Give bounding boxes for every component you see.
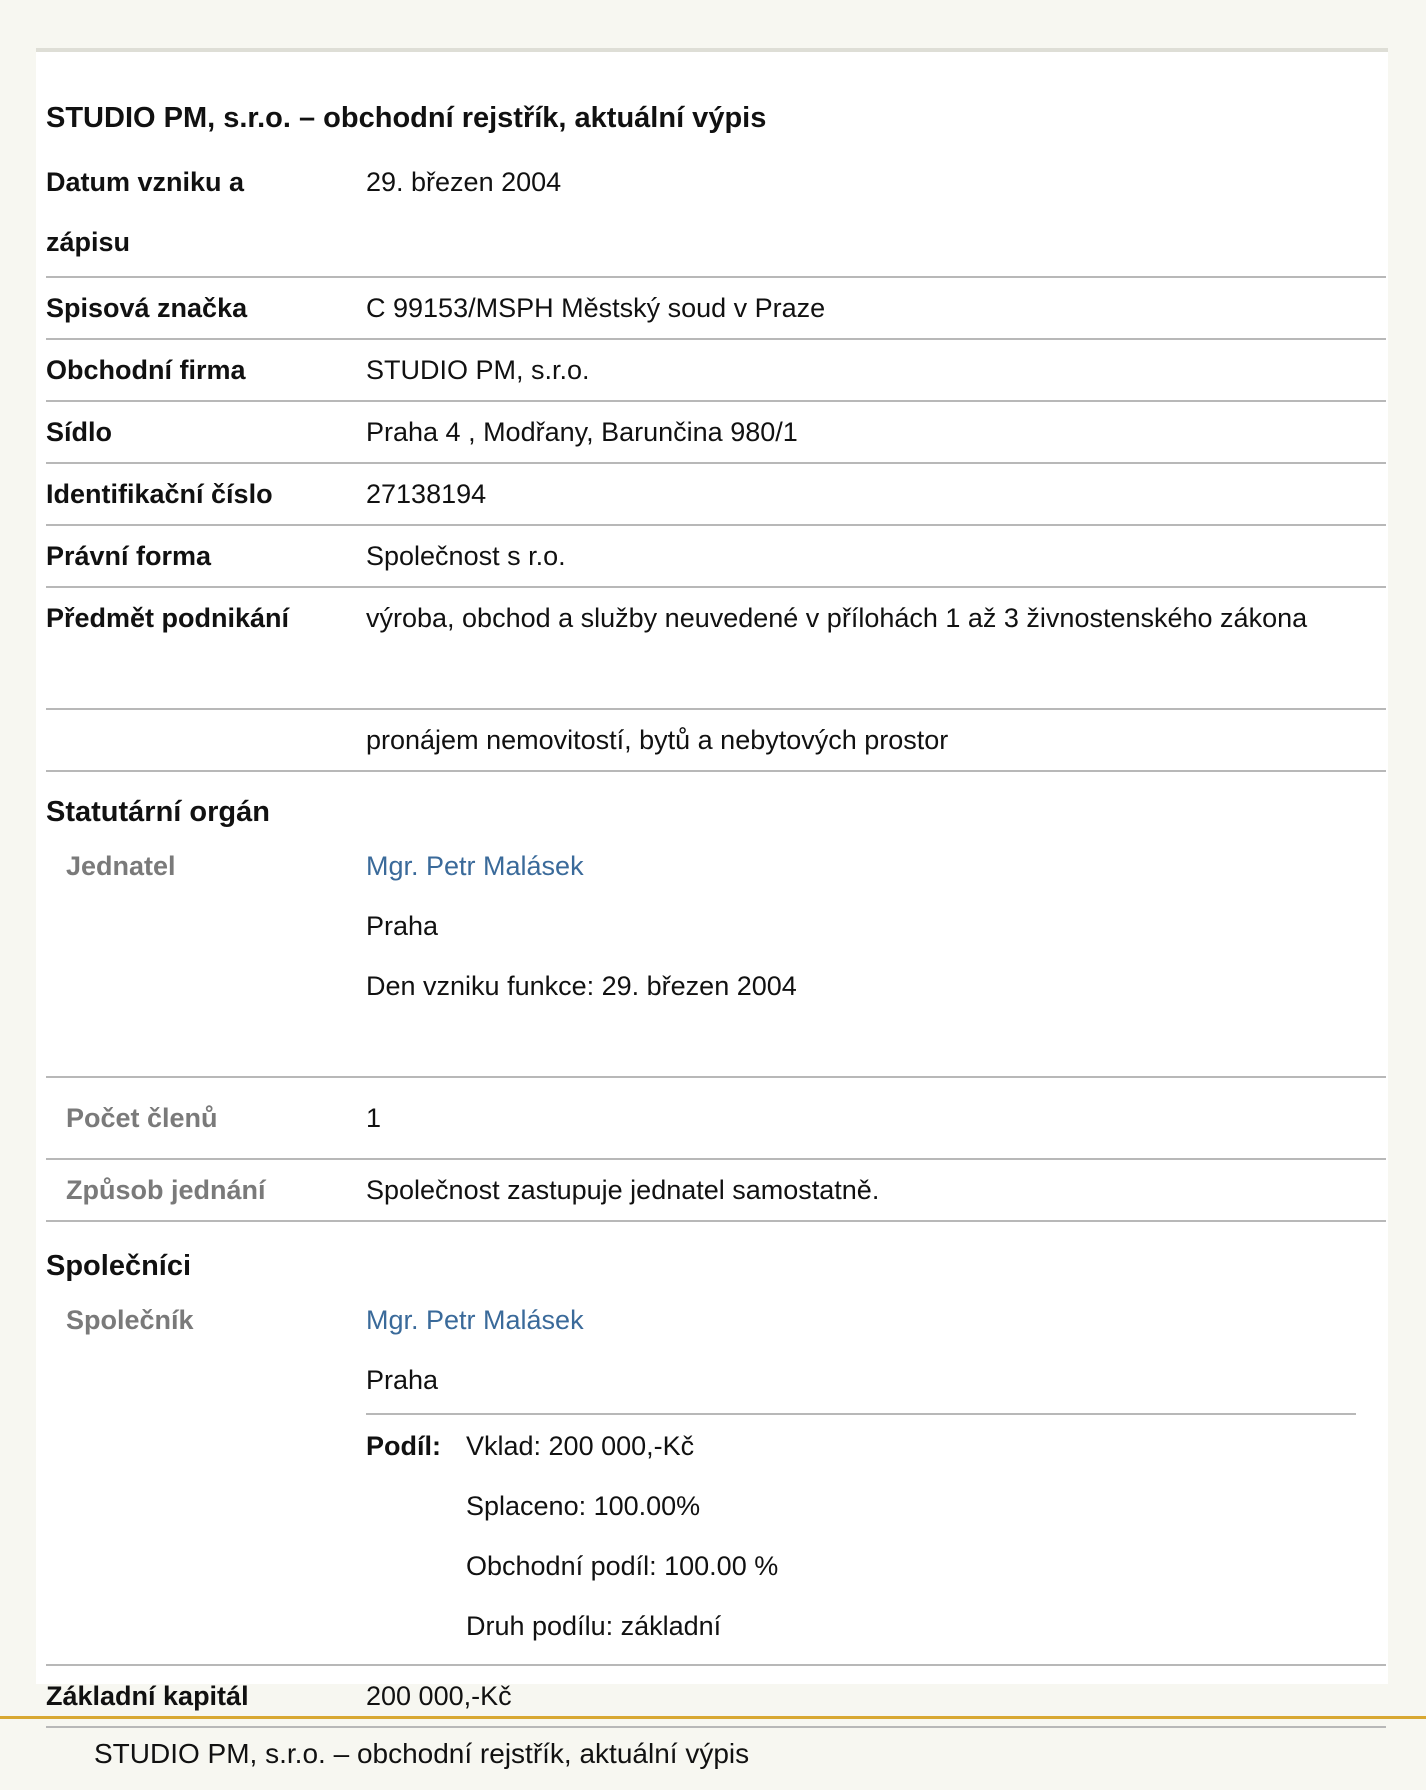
label-zakladni-kapital: Základní kapitál xyxy=(46,1681,249,1711)
label-jednatel: Jednatel xyxy=(66,851,176,881)
value-zakladni-kapital: 200 000,-Kč xyxy=(366,1681,512,1711)
link-spolecnik-name[interactable]: Mgr. Petr Malásek xyxy=(366,1305,584,1335)
register-card xyxy=(36,48,1388,1711)
link-jednatel-name[interactable]: Mgr. Petr Malásek xyxy=(366,851,584,881)
value-podil-druh: Druh podílu: základní xyxy=(466,1611,722,1641)
value-podil-obchodni: Obchodní podíl: 100.00 % xyxy=(466,1551,779,1581)
value-podil-vklad: Vklad: 200 000,-Kč xyxy=(466,1431,695,1461)
label-pravni-forma: Právní forma xyxy=(46,541,212,571)
row-zpusob-jednani xyxy=(46,1160,1386,1222)
label-pocet-clenu: Počet členů xyxy=(66,1103,218,1133)
value-podil-splaceno: Splaceno: 100.00% xyxy=(466,1491,701,1521)
section-spolecnici: Společníci xyxy=(46,1250,192,1282)
value-zpusob-jednani: Společnost zastupuje jednatel samostatně. xyxy=(366,1175,880,1205)
row-spisova-znacka xyxy=(46,278,1386,340)
row-sidlo xyxy=(46,402,1386,464)
label-obchodni-firma: Obchodní firma xyxy=(46,355,246,385)
value-spisova-znacka: C 99153/MSPH Městský soud v Praze xyxy=(366,293,826,323)
value-predmet-podnikani-1: výroba, obchod a služby neuvedené v přílohách 1 až 3 živnostenského zákona xyxy=(366,603,1308,633)
label-spolecnik: Společník xyxy=(66,1305,194,1335)
value-pravni-forma: Společnost s r.o. xyxy=(366,541,566,571)
footer-text: STUDIO PM, s.r.o. – obchodní rejstřík, aktuální výpis xyxy=(94,1738,750,1769)
value-obchodni-firma: STUDIO PM, s.r.o. xyxy=(366,355,590,385)
label-predmet-podnikani: Předmět podnikání xyxy=(46,603,290,633)
podil-divider xyxy=(366,1413,1356,1415)
label-sidlo: Sídlo xyxy=(46,417,112,447)
label-spisova-znacka: Spisová značka xyxy=(46,293,248,323)
section-statutarni-organ: Statutární orgán xyxy=(46,796,270,828)
footer-divider xyxy=(0,1716,1426,1719)
label-zpusob-jednani: Způsob jednání xyxy=(66,1175,266,1205)
value-jednatel-since: Den vzniku funkce: 29. březen 2004 xyxy=(366,971,797,1001)
row-pocet-clenu xyxy=(46,1078,1386,1160)
row-predmet-podnikani-2 xyxy=(46,710,1386,772)
label-identifikacni-cislo: Identifikační číslo xyxy=(46,479,273,509)
row-identifikacni-cislo xyxy=(46,464,1386,526)
page-title: STUDIO PM, s.r.o. – obchodní rejstřík, aktuální výpis xyxy=(46,102,767,134)
row-predmet-podnikani xyxy=(46,588,1386,710)
value-pocet-clenu: 1 xyxy=(366,1103,382,1133)
row-datum-vzniku xyxy=(46,152,1386,278)
label-podil: Podíl: xyxy=(366,1431,441,1461)
value-datum-vzniku: 29. březen 2004 xyxy=(366,167,562,197)
row-jednatel xyxy=(46,836,1386,1078)
row-pravni-forma xyxy=(46,526,1386,588)
value-identifikacni-cislo: 27138194 xyxy=(366,479,487,509)
value-predmet-podnikani-2: pronájem nemovitostí, bytů a nebytových prostor xyxy=(366,725,949,755)
label-datum-vzniku: Datum vzniku a zápisu xyxy=(46,167,245,257)
row-obchodni-firma xyxy=(46,340,1386,402)
value-spolecnik-city: Praha xyxy=(366,1365,439,1395)
value-jednatel-city: Praha xyxy=(366,911,439,941)
row-spolecnik xyxy=(46,1290,1386,1666)
value-sidlo: Praha 4 , Modřany, Barunčina 980/1 xyxy=(366,417,798,447)
